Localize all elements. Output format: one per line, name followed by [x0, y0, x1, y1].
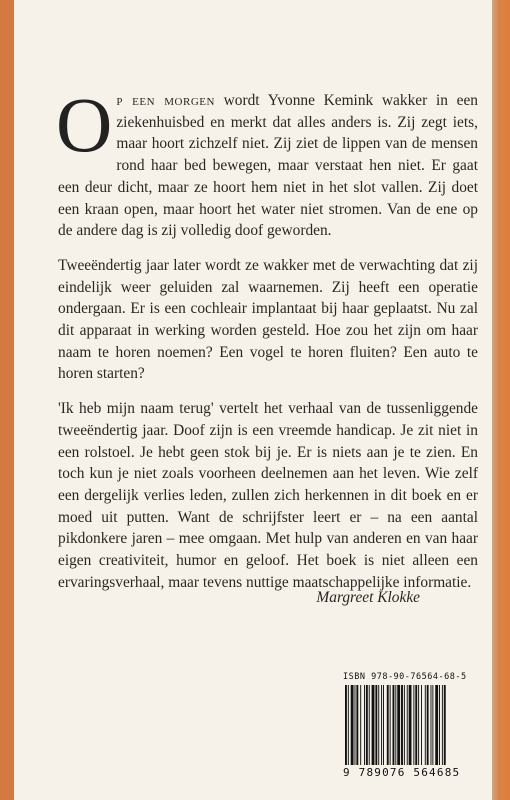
drop-cap: O — [56, 81, 113, 168]
barcode-number: 9 789076 564685 — [343, 766, 461, 779]
isbn-label: ISBN 978-90-76564-68-5 — [343, 672, 467, 682]
back-cover — [14, 0, 492, 800]
barcode-block — [343, 672, 483, 782]
paragraph-1-text: wordt Yvonne Kemink wakker in een ziekenhuisbed en merkt dat alles anders is. Zij zegt iets, maar hoort zichzelf niet. Zij ziet de lippen van de mensen rond haar bed bewegen, maar verstaat hen niet. Er gaat een deur dicht, maar ze hoort hem niet in het slot vallen. Zij doet een kraan open, maar hoort het water niet stromen. Van de ene op de andere dag is zij volledig doof geworden. — [58, 92, 478, 240]
barcode-icon — [343, 685, 477, 765]
opening-small-caps: p een morgen — [116, 92, 215, 109]
orange-edge — [492, 0, 510, 800]
blurb-text — [56, 81, 478, 606]
author-signature: Margreet Klokke — [316, 589, 420, 606]
paragraph-1 — [56, 81, 478, 242]
paragraph-3: 'Ik heb mijn naam terug' vertelt het verhaal van de tussenliggende tweeëndertig jaar. Doof zijn is een vreemde handicap. Je zit niet in een rolstoel. Je hebt geen stok bij je. Er is niets aan je te zien. En toch kun je niet zoals voorheen deelnemen aan het leven. Wie zelf een dergelijk verlies leden, zullen zich herkennen in dit boek en er moed uit putten. Want de schrijfster leert er – na een aantal pikdonkere jaren – mee omgaan. Met hulp van anderen en van haar eigen creativiteit, humor en geloof. Het boek is niet alleen een ervaringsverhaal, maar tevens nuttige maatschappelijke informatie. — [58, 400, 478, 591]
paragraph-2: Tweeëndertig jaar later wordt ze wakker met de verwachting dat zij eindelijk weer geluiden zal waarnemen. Zij heeft een operatie ondergaan. Er is een cochleair implantaat bij haar geplaatst. Nu zal dit apparaat in werking worden gesteld. Hoe zou het zijn om haar naam te horen noemen? Een vogel te horen fluiten? Een auto te horen starten? — [58, 256, 478, 383]
